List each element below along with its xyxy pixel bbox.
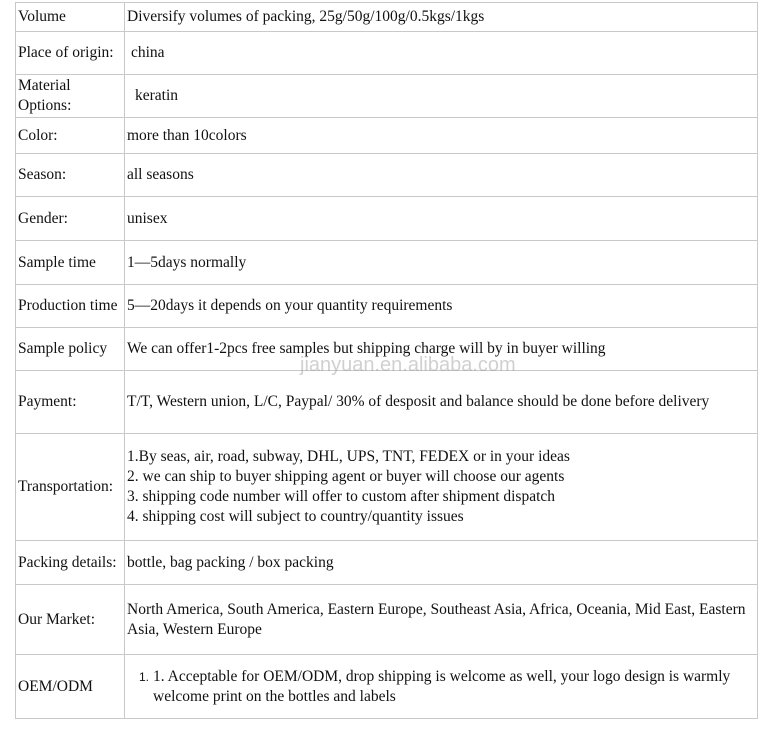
- table-row: [16, 285, 758, 328]
- row-value: 1—5days normally: [125, 241, 758, 285]
- list-number: 1.: [139, 669, 150, 684]
- row-label: Sample policy: [16, 328, 125, 371]
- row-value: keratin: [125, 75, 758, 118]
- table-row: [16, 541, 758, 585]
- row-value: bottle, bag packing / box packing: [125, 541, 758, 585]
- row-value: [125, 434, 758, 541]
- transport-line: 3. shipping code number will offer to custom after shipment dispatch: [127, 488, 556, 505]
- table-row: [16, 75, 758, 118]
- transport-line: 4. shipping cost will subject to country/quantity issues: [127, 508, 464, 525]
- table-row: [16, 118, 758, 154]
- table-row: [16, 3, 758, 32]
- table-row: [16, 585, 758, 655]
- table-row: [16, 241, 758, 285]
- row-label: Place of origin:: [16, 32, 125, 75]
- table-row: [16, 371, 758, 434]
- row-label: Transportation:: [16, 434, 125, 541]
- row-label: Season:: [16, 154, 125, 197]
- row-value: all seasons: [125, 154, 758, 197]
- row-label: Our Market:: [16, 585, 125, 655]
- transport-line: 1.By seas, air, road, subway, DHL, UPS, TNT, FEDEX or in your ideas: [127, 448, 570, 465]
- row-label: Gender:: [16, 197, 125, 241]
- table-row: [16, 197, 758, 241]
- row-label: Sample time: [16, 241, 125, 285]
- table-row: [16, 655, 758, 719]
- row-label: Production time: [16, 285, 125, 328]
- oem-text: 1. Acceptable for OEM/ODM, drop shipping is welcome as well, your logo design is warmly welcome print on the bottles and labels: [153, 667, 731, 705]
- row-value: 5—20days it depends on your quantity requirements: [125, 285, 758, 328]
- row-label: OEM/ODM: [16, 655, 125, 719]
- oem-list-item: [127, 667, 755, 707]
- row-label: Color:: [16, 118, 125, 154]
- product-spec-table: [15, 2, 758, 719]
- row-value: [125, 655, 758, 719]
- table-row: [16, 32, 758, 75]
- table-row: [16, 154, 758, 197]
- row-label: Volume: [16, 3, 125, 32]
- table-row: [16, 328, 758, 371]
- watermark: jianyuan.en.alibaba.com: [300, 354, 516, 376]
- row-value: china: [125, 32, 758, 75]
- row-value: Diversify volumes of packing, 25g/50g/100g/0.5kgs/1kgs: [125, 3, 758, 32]
- row-value: T/T, Western union, L/C, Paypal/ 30% of desposit and balance should be done before delivery: [125, 371, 758, 434]
- row-label: Payment:: [16, 371, 125, 434]
- row-value: unisex: [125, 197, 758, 241]
- table-row: [16, 434, 758, 541]
- row-value: We can offer1-2pcs free samples but shipping charge will by in buyer willing: [125, 328, 758, 371]
- row-label: Material Options:: [16, 75, 125, 118]
- row-value: more than 10colors: [125, 118, 758, 154]
- transport-line: 2. we can ship to buyer shipping agent or buyer will choose our agents: [127, 468, 565, 485]
- row-value: North America, South America, Eastern Europe, Southeast Asia, Africa, Oceania, Mid East, Eastern Asia, Western Europe: [125, 585, 758, 655]
- row-label: Packing details:: [16, 541, 125, 585]
